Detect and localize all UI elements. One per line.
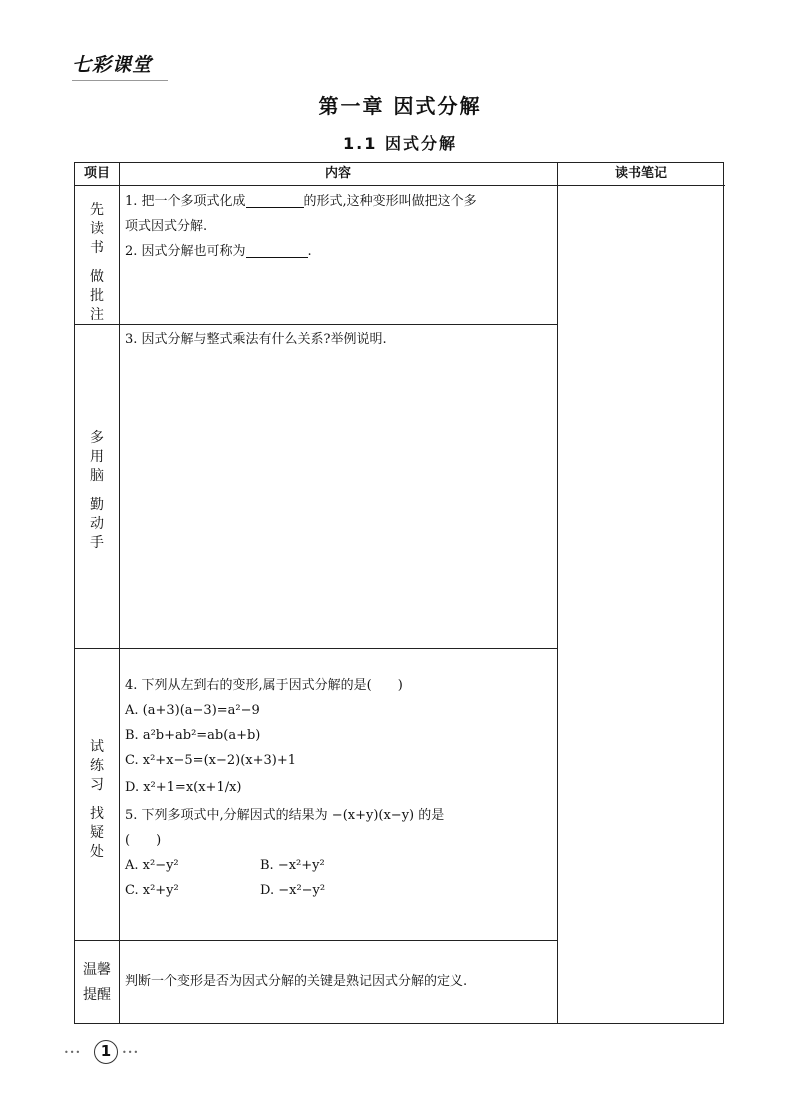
- q5-option-b: B. −x²+y²: [260, 858, 325, 873]
- q2-blank[interactable]: [246, 242, 308, 258]
- section-title: 1.1 因式分解: [343, 134, 457, 153]
- row-divider-1: [75, 324, 557, 325]
- question-5: 5. 下列多项式中,分解因式的结果为 −(x+y)(x−y) 的是: [125, 808, 445, 823]
- header-content: 内容: [324, 166, 351, 181]
- header-item: 项目: [83, 166, 110, 181]
- question-4: 4. 下列从左到右的变形,属于因式分解的是( ): [125, 678, 403, 693]
- q5-options-row-1: [125, 853, 555, 878]
- row-label-practice: 试 练 习 找 疑 处: [90, 739, 104, 860]
- brand-logo: [72, 50, 172, 84]
- page-number-circle: 1: [94, 1040, 118, 1064]
- page-number-dots-right: •••: [122, 1048, 140, 1057]
- chapter-title: 第一章 因式分解: [318, 94, 482, 118]
- question-1: 1. 把一个多项式化成 的形式,这种变形叫做把这个多: [125, 194, 477, 209]
- row-content-think: [125, 327, 555, 352]
- q4-option-d: D. x²+1=x(x+1/x): [125, 780, 242, 795]
- q4-option-c: C. x²+x−5=(x−2)(x+3)+1: [125, 753, 297, 768]
- row-label-think: 多 用 脑 勤 动 手: [90, 430, 104, 551]
- question-2: 2. 因式分解也可称为 .: [125, 244, 312, 259]
- logo-underline: [72, 80, 168, 81]
- q4-option-a: A. (a+3)(a−3)=a²−9: [125, 703, 260, 718]
- study-table: [74, 162, 724, 1024]
- row-content-tip: [125, 969, 555, 994]
- q1-blank[interactable]: [246, 192, 304, 208]
- header-divider: [75, 185, 725, 186]
- row-divider-3: [75, 940, 557, 941]
- page-number: [64, 1040, 144, 1066]
- row-content-practice: [125, 673, 555, 903]
- question-1-cont: 项式因式分解.: [125, 219, 208, 234]
- col-divider-1: [119, 163, 120, 1023]
- col-divider-2: [557, 163, 558, 1023]
- q5-option-c: C. x²+y²: [125, 883, 179, 898]
- question-3: 3. 因式分解与整式乘法有什么关系?举例说明.: [125, 332, 387, 347]
- row-content-read: [125, 189, 555, 264]
- brand-logo-text: 七彩课堂: [72, 54, 153, 76]
- row-divider-2: [75, 648, 557, 649]
- header-notes: 读书笔记: [614, 166, 667, 181]
- row-label-tip: 温馨 提醒: [83, 962, 111, 1003]
- question-5-paren: ( ): [125, 833, 162, 848]
- row-label-read: 先 读 书 做 批 注: [90, 202, 104, 323]
- q5-option-d: D. −x²−y²: [260, 883, 326, 898]
- page-number-dots-left: •••: [64, 1048, 82, 1057]
- q5-options-row-2: [125, 878, 555, 903]
- q5-option-a: A. x²−y²: [125, 858, 179, 873]
- q4-option-b: B. a²b+ab²=ab(a+b): [125, 728, 261, 743]
- tip-text: 判断一个变形是否为因式分解的关键是熟记因式分解的定义.: [125, 974, 468, 989]
